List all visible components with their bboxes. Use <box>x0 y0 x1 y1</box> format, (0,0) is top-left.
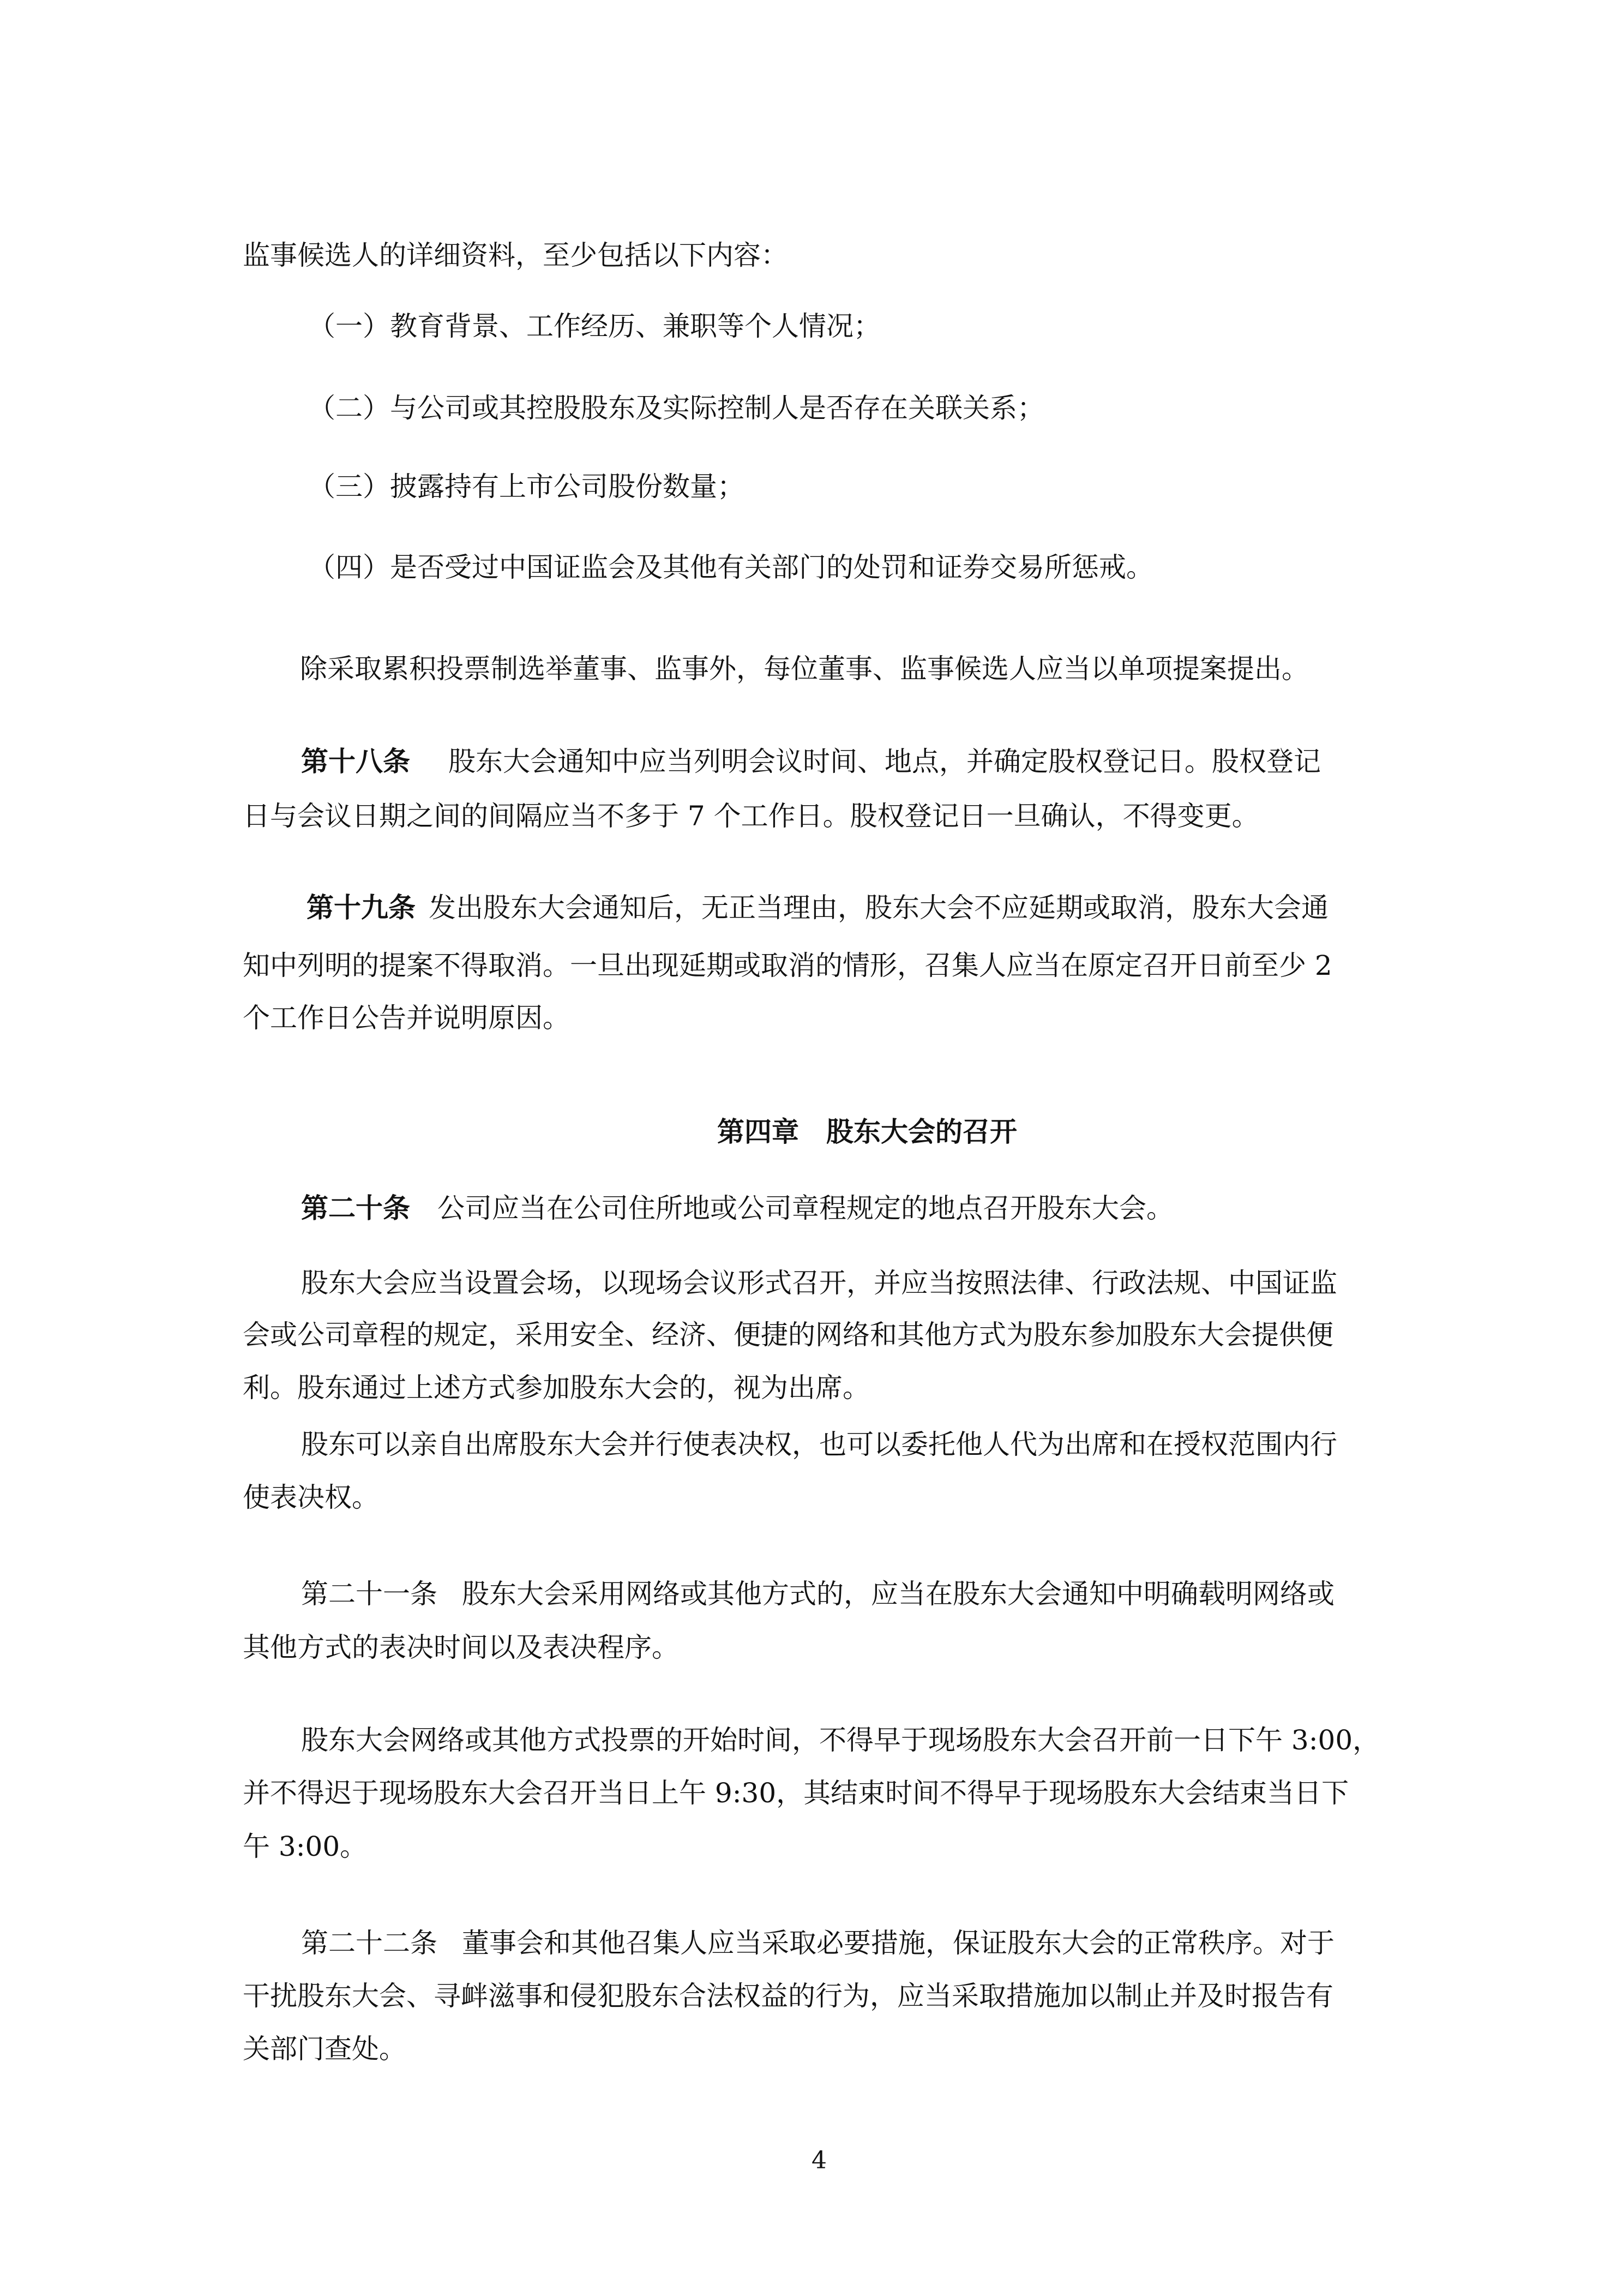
intro-line: 监事候选人的详细资料，至少包括以下内容： <box>243 239 788 271</box>
cumulative-voting-paragraph: 除采取累积投票制选举董事、监事外，每位董事、监事候选人应当以单项提案提出。 <box>300 653 1309 685</box>
page-number: 4 <box>812 2147 827 2174</box>
article-20-line-1 <box>301 1192 1174 1225</box>
article-22-label: 第二十二条 <box>301 1927 437 1959</box>
online-voting-line-2: 并不得迟于现场股东大会召开当日上午 9:30，其结束时间不得早于现场股东大会结束当日下 <box>243 1777 1349 1809</box>
article-21-text: 股东大会采用网络或其他方式的，应当在股东大会通知中明确载明网络或 <box>462 1578 1335 1610</box>
article-19-line-2: 知中列明的提案不得取消。一旦出现延期或取消的情形，召集人应当在原定召开日前至少 2 <box>243 950 1332 981</box>
article-19-line-3: 个工作日公告并说明原因。 <box>243 1002 570 1034</box>
article-20-label: 第二十条 <box>301 1192 410 1224</box>
proxy-paragraph-line-2: 使表决权。 <box>243 1482 379 1513</box>
article-22-line-1 <box>301 1927 1398 1959</box>
article-18-label: 第十八条 <box>301 745 410 777</box>
article-21-line-2: 其他方式的表决时间以及表决程序。 <box>243 1632 679 1663</box>
article-21-line-1 <box>301 1578 1398 1610</box>
article-19-line-1 <box>306 891 1329 924</box>
online-voting-line-1: 股东大会网络或其他方式投票的开始时间，不得早于现场股东大会召开前一日下午 3:00， <box>301 1724 1380 1756</box>
article-22-text: 董事会和其他召集人应当采取必要措施，保证股东大会的正常秩序。对于 <box>462 1927 1335 1959</box>
article-22-line-3: 关部门查处。 <box>243 2033 406 2065</box>
article-19-text: 发出股东大会通知后，无正当理由，股东大会不应延期或取消，股东大会通 <box>429 892 1329 924</box>
list-item-3: （三）披露持有上市公司股份数量； <box>308 471 744 502</box>
venue-paragraph-line-3: 利。股东通过上述方式参加股东大会的，视为出席。 <box>243 1372 870 1404</box>
list-item-4: （四）是否受过中国证监会及其他有关部门的处罚和证券交易所惩戒。 <box>308 551 1153 583</box>
list-item-1: （一）教育背景、工作经历、兼职等个人情况； <box>308 310 881 342</box>
venue-paragraph-line-1: 股东大会应当设置会场，以现场会议形式召开，并应当按照法律、行政法规、中国证监 <box>301 1267 1337 1299</box>
chapter-4-title: 第四章 股东大会的召开 <box>717 1116 1017 1148</box>
article-21-label: 第二十一条 <box>301 1578 437 1610</box>
article-18-line-1 <box>301 745 1398 778</box>
proxy-paragraph-line-1: 股东可以亲自出席股东大会并行使表决权，也可以委托他人代为出席和在授权范围内行 <box>301 1429 1337 1460</box>
article-19-label: 第十九条 <box>306 891 416 924</box>
article-18-text: 股东大会通知中应当列明会议时间、地点，并确定股权登记日。股权登记 <box>448 746 1321 777</box>
list-item-2: （二）与公司或其控股股东及实际控制人是否存在关联关系； <box>308 392 1044 424</box>
article-22-line-2: 干扰股东大会、寻衅滋事和侵犯股东合法权益的行为，应当采取措施加以制止并及时报告有 <box>243 1980 1333 2012</box>
online-voting-line-3: 午 3:00。 <box>243 1831 368 1862</box>
article-18-line-2: 日与会议日期之间的间隔应当不多于 7 个工作日。股权登记日一旦确认，不得变更。 <box>243 800 1259 832</box>
venue-paragraph-line-2: 会或公司章程的规定，采用安全、经济、便捷的网络和其他方式为股东参加股东大会提供便 <box>243 1319 1333 1351</box>
article-20-text: 公司应当在公司住所地或公司章程规定的地点召开股东大会。 <box>437 1192 1174 1224</box>
